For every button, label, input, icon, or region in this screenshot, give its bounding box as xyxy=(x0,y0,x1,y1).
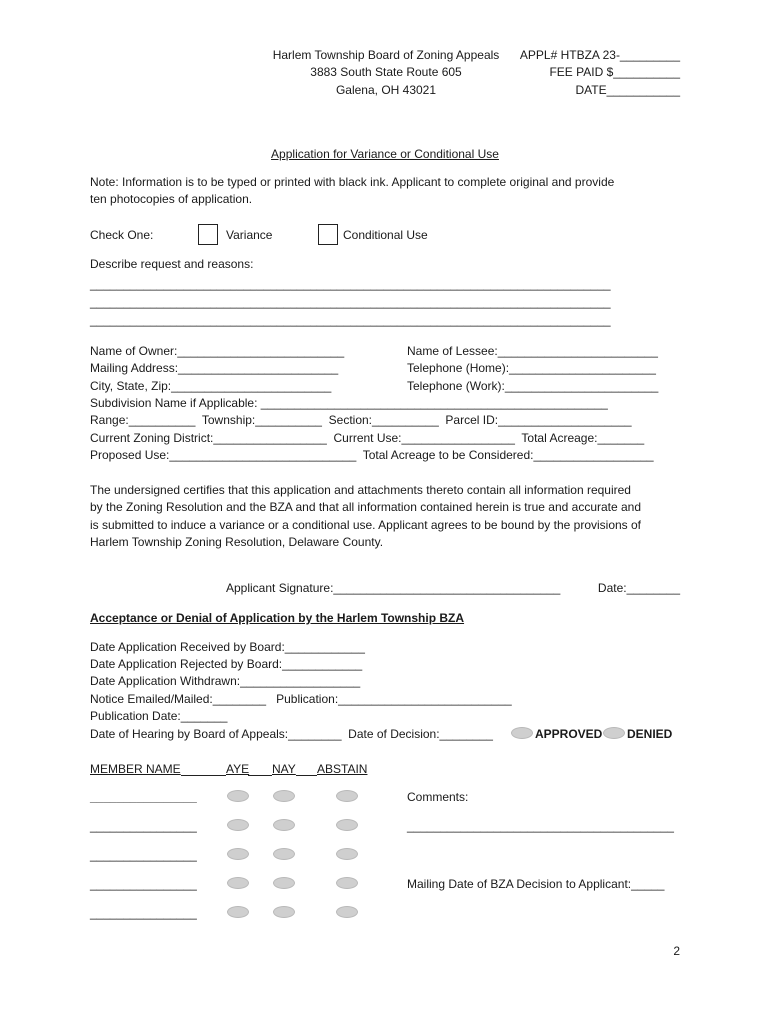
member-name-line[interactable]: ________________ xyxy=(90,906,197,920)
nay-radio[interactable] xyxy=(273,877,295,889)
header-underline xyxy=(296,775,317,776)
describe-line[interactable]: ______________________________________________________________________________ xyxy=(90,313,611,327)
member-name-line[interactable]: ________________ xyxy=(90,877,197,891)
variance-label: Variance xyxy=(226,228,273,242)
township-address: 3883 South State Route 605 xyxy=(310,65,462,79)
signature-date-field[interactable]: Date:________ xyxy=(597,581,680,595)
member-name-line[interactable]: ________________ xyxy=(90,848,197,862)
certification-line: is submitted to induce a variance or a conditional use. Applicant agrees to be bound by the provisions of xyxy=(90,518,642,532)
check-one-label: Check One: xyxy=(90,228,154,242)
describe-label: Describe request and reasons: xyxy=(90,257,254,271)
owner-name-field[interactable]: Name of Owner:_________________________ xyxy=(90,344,345,358)
note-line-2: ten photocopies of application. xyxy=(90,192,253,206)
nay-radio[interactable] xyxy=(273,819,295,831)
acceptance-heading: Acceptance or Denial of Application by the Harlem Township BZA xyxy=(90,611,465,625)
describe-line[interactable]: ______________________________________________________________________________ xyxy=(90,277,611,291)
lessee-name-field[interactable]: Name of Lessee:________________________ xyxy=(407,344,658,358)
publication-date-field[interactable]: Publication Date:_______ xyxy=(90,709,228,723)
nay-radio[interactable] xyxy=(273,906,295,918)
comments-line[interactable]: ________________________________________ xyxy=(407,819,674,833)
form-title: Application for Variance or Conditional Use xyxy=(271,147,499,161)
aye-radio[interactable] xyxy=(227,906,249,918)
aye-radio[interactable] xyxy=(227,790,249,802)
abstain-radio[interactable] xyxy=(336,877,358,889)
denied-radio[interactable] xyxy=(603,727,625,739)
conditional-use-checkbox[interactable] xyxy=(318,224,338,245)
approved-radio[interactable] xyxy=(511,727,533,739)
township-city: Galena, OH 43021 xyxy=(335,83,437,97)
certification-line: Harlem Township Zoning Resolution, Delaware County. xyxy=(90,535,384,549)
approved-label: APPROVED xyxy=(535,727,603,741)
aye-radio[interactable] xyxy=(227,848,249,860)
date-received-field[interactable]: Date Application Received by Board:____________ xyxy=(90,640,365,654)
range-township-section-parcel-row[interactable]: Range:__________ Township:__________ Section:__________ Parcel ID:____________________ xyxy=(90,413,632,427)
note-line-1: Note: Information is to be typed or printed with black ink. Applicant to complete original and provide xyxy=(90,175,615,189)
conditional-use-label: Conditional Use xyxy=(343,228,428,242)
proposed-use-row[interactable]: Proposed Use:____________________________ Total Acreage to be Considered:__________________ xyxy=(90,448,654,462)
city-state-zip-field[interactable]: City, State, Zip:________________________ xyxy=(90,379,332,393)
abstain-radio[interactable] xyxy=(336,848,358,860)
comments-label: Comments: xyxy=(407,790,469,804)
hearing-decision-row[interactable]: Date of Hearing by Board of Appeals:________ Date of Decision:________ xyxy=(90,727,493,741)
aye-header: AYE xyxy=(226,762,250,776)
header-underline xyxy=(181,775,226,776)
township-name: Harlem Township Board of Zoning Appeals xyxy=(272,48,500,62)
abstain-radio[interactable] xyxy=(336,819,358,831)
notice-publication-row[interactable]: Notice Emailed/Mailed:________ Publication:__________________________ xyxy=(90,692,512,706)
member-name-line[interactable]: ________________ xyxy=(90,790,197,804)
aye-radio[interactable] xyxy=(227,819,249,831)
member-name-header: MEMBER NAME xyxy=(90,762,181,776)
nay-header: NAY xyxy=(272,762,296,776)
certification-line: The undersigned certifies that this application and attachments thereto contain all information required xyxy=(90,483,631,497)
applicant-signature-field[interactable]: Applicant Signature:__________________________________ xyxy=(226,581,561,595)
appl-number-field[interactable]: APPL# HTBZA 23-_________ xyxy=(519,48,680,62)
date-rejected-field[interactable]: Date Application Rejected by Board:____________ xyxy=(90,657,363,671)
denied-label: DENIED xyxy=(627,727,673,741)
mailing-date-field[interactable]: Mailing Date of BZA Decision to Applicant:_____ xyxy=(407,877,665,891)
office-date-field[interactable]: DATE___________ xyxy=(575,83,680,97)
fee-paid-field[interactable]: FEE PAID $__________ xyxy=(549,65,680,79)
abstain-header: ABSTAIN xyxy=(317,762,368,776)
subdivision-field[interactable]: Subdivision Name if Applicable: ____________________________________________________ xyxy=(90,396,608,410)
telephone-home-field[interactable]: Telephone (Home):______________________ xyxy=(407,361,656,375)
header-underline xyxy=(248,775,272,776)
page-number: 2 xyxy=(673,944,680,958)
aye-radio[interactable] xyxy=(227,877,249,889)
certification-line: by the Zoning Resolution and the BZA and that all information contained herein is true and accurate and xyxy=(90,500,642,514)
mailing-address-field[interactable]: Mailing Address:________________________ xyxy=(90,361,339,375)
zoning-use-acreage-row[interactable]: Current Zoning District:_________________ Current Use:_________________ Total Acreage:_______ xyxy=(90,431,645,445)
nay-radio[interactable] xyxy=(273,790,295,802)
telephone-work-field[interactable]: Telephone (Work):_______________________ xyxy=(407,379,659,393)
describe-line[interactable]: ______________________________________________________________________________ xyxy=(90,295,611,309)
nay-radio[interactable] xyxy=(273,848,295,860)
date-withdrawn-field[interactable]: Date Application Withdrawn:__________________ xyxy=(90,674,361,688)
variance-checkbox[interactable] xyxy=(198,224,218,245)
abstain-radio[interactable] xyxy=(336,790,358,802)
abstain-radio[interactable] xyxy=(336,906,358,918)
member-name-line[interactable]: ________________ xyxy=(90,819,197,833)
